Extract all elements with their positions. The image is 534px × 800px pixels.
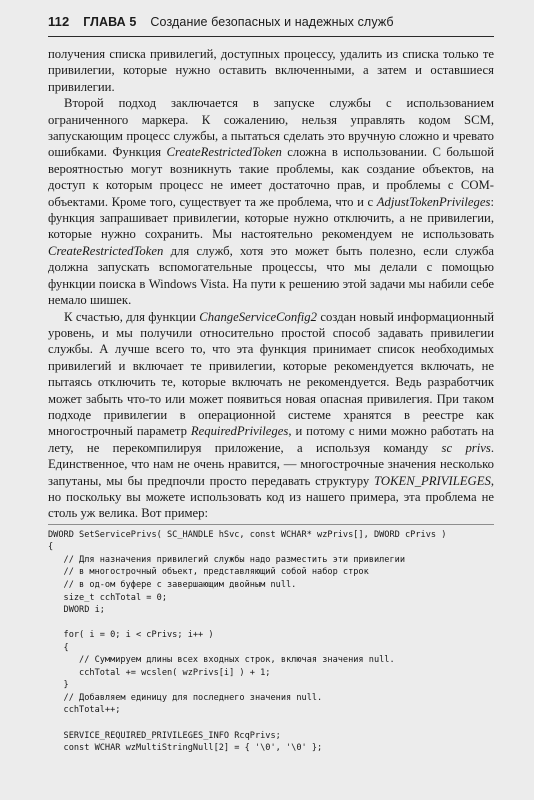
text-run: для служб, хотя это может быть полезно, если служба должна запускать вспомогательные процессы, что мы делали с помощью функции поиска в Windows Vista. На пути к решению этой задачи мы набили себе немало шишек. xyxy=(48,243,494,308)
code-line xyxy=(48,617,494,630)
code-line: // Добавляем единицу для последнего значения null. xyxy=(48,692,323,703)
code-line: SERVICE_REQUIRED_PRIVILEGES_INFO RcqPrivs; xyxy=(48,730,281,741)
text-run: , и потому с ними можно работать на лету, не перекомпилируя приложение, а используя команду xyxy=(48,424,494,455)
code-line: DWORD i; xyxy=(48,605,105,616)
text-run: . Единственное, что нам не очень нравится, — многострочные значения несколько запутаны, мы бы предпочли просто передавать структуру xyxy=(48,440,494,488)
function-name: TOKEN_PRIVILEGES xyxy=(374,473,491,488)
text-run: получения списка привилегий, доступных процессу, удалить из списка только те привилегии, которые нужно оставить включенными, а затем и оставшиеся привилегии. xyxy=(48,47,494,94)
text-run: сложна в использовании. С большой вероятностью могут возникнуть такие проблемы, как создание объектов, на доступ к которым процесс не имеет достаточно прав, и проблемы с COM-объектами. Кроме того, существует та же проблема, что и с xyxy=(48,145,494,209)
code-listing xyxy=(48,524,494,755)
paragraph xyxy=(48,95,494,308)
code-line: // Суммируем длины всех входных строк, включая значения null. xyxy=(48,655,395,666)
function-name: RequiredPrivileges xyxy=(190,424,289,439)
function-name: sc privs xyxy=(441,440,491,455)
text-run: , но поскольку вы можете использовать код из нашего примера, эта проблема не столь уж велика. Вот пример: xyxy=(48,473,494,521)
chapter-label: ГЛАВА 5 xyxy=(83,15,137,29)
running-header xyxy=(48,14,494,37)
paragraph xyxy=(48,46,494,95)
code-line: cchTotal += wcslen( wzPrivs[i] ) + 1; xyxy=(48,667,271,678)
code-line xyxy=(48,717,494,730)
text-run: К счастью, для функции xyxy=(64,309,200,324)
code-line: { xyxy=(48,542,54,553)
function-name: ChangeServiceConfig2 xyxy=(199,309,317,324)
code-line: { xyxy=(48,642,69,653)
code-line: cchTotal++; xyxy=(48,705,121,716)
page-number: 112 xyxy=(48,14,70,29)
code-line: // в многострочный объект, представляющий собой набор строк xyxy=(48,567,369,578)
function-name: CreateRestrictedToken xyxy=(48,243,164,258)
code-line: DWORD SetServicePrivs( SC_HANDLE hSvc, const WCHAR* wzPrivs[], DWORD cPrivs ) xyxy=(48,529,447,540)
code-line: // Для назначения привилегий службы надо разместить эти привилегии xyxy=(48,554,405,565)
body-text xyxy=(48,46,494,522)
code-line: size_t cchTotal = 0; xyxy=(48,592,167,603)
function-name: AdjustTokenPrivileges xyxy=(376,194,491,209)
text-run: создан новый информационный уровень, и мы получили относительно простой способ задавать привилегии службы. А лучше всего то, что эта функция принимает список необходимых привилегий и включает те привилегии, которые рекомендуется включать, не пытаясь отключить те, которые включать не рекомендуется. Ведь разработчик может забыть что-то или может появиться новая опасная привилегия. При таком подходе привилегии в операционной системе хранятся в реестре как многострочный параметр xyxy=(48,309,494,439)
function-name: CreateRestrictedToken xyxy=(166,145,282,160)
code-line: for( i = 0; i < cPrivs; i++ ) xyxy=(48,630,214,641)
code-line: // в од-ом буфере с завершающим двойным null. xyxy=(48,579,297,590)
text-run: : функция запрашивает привилегии, которые нужно отключить, а не привилегии, которые нужно сохранить. Мы настоятельно рекомендуем не использовать xyxy=(48,194,494,242)
text-run: Второй подход заключается в запуске службы с использованием ограниченного маркера. К сожалению, нельзя управлять кодом SCM, запускающим процесс службы, а пытаться сделать это вручную сложно и чревато ошибками. Функция xyxy=(48,96,494,160)
code-line: const WCHAR wzMultiStringNull[2] = { '\0', '\0' }; xyxy=(48,743,323,754)
code-line: } xyxy=(48,680,69,691)
chapter-title: Создание безопасных и надежных служб xyxy=(150,15,394,29)
paragraph xyxy=(48,309,494,522)
